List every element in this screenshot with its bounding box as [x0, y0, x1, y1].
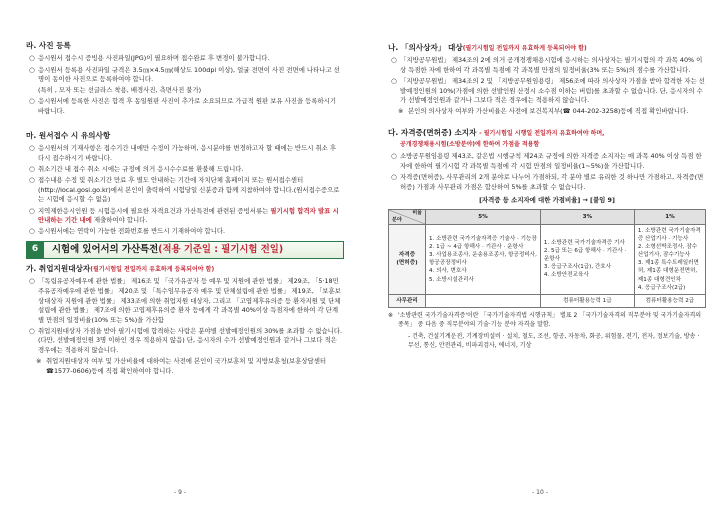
list-item: ○ 지역제한응시인원 등 시험응시에 필요한 자격요건과 가산특전에 관련된 증빙서류는 필기시험 합격자 발표 시 안내하는 기간 내에 제출하여야 합니다. [29, 206, 339, 225]
bullet-icon: ○ [391, 173, 397, 182]
row-header: 자격증 (면허증) [389, 224, 426, 294]
column-header: 5% [426, 209, 541, 224]
bonus-rate-table [388, 209, 706, 308]
bullet-icon: ○ [391, 152, 397, 161]
table-caption: [자격증 등 소지자에 대한 가점비율] → [붙임 9] [479, 196, 615, 205]
bullet-icon: ○ [29, 54, 35, 63]
right-column [388, 40, 706, 350]
list-item: ○ 응시원서에는 연락이 가능한 전화번호를 반드시 기재하여야 합니다. [29, 227, 226, 236]
bullet-icon: ○ [29, 165, 35, 174]
list-item: (특히 , 모자 또는 선글라스 착용, 배경사진, 측면사진 불가) [38, 86, 202, 95]
note-icon: ※ [398, 107, 404, 116]
list-item: ○ 응시원서에 등록한 사진은 합격 후 동일원판 사진이 추가로 소요되므로 가급적 원판 보유 사진을 등록하시기 바랍니다. [29, 97, 337, 115]
table-cell: 1. 소방관련 국가기술자격증 산업기사 · 기능사 2. 소형선박조정사, 잠수산업기사, 잠수기능사 3. 제1종 특수트레일러면허, 제1종 대형운전면허, 제1종 대형견인차 4. 응급구조사(2급) [634, 224, 705, 294]
bullet-icon: ○ [29, 227, 35, 236]
table-cell: 컴퓨터활용능력 2급 [634, 294, 705, 307]
footnote-list: - 건축, 건설기계운전, 기계장비설비 · 설치, 철도, 조선, 항공, 자동차, 화공, 위험물, 전기, 전자, 정보기술, 방송 · 무선, 통신, 안전관리, 비파괴검사, 에너지, 기상 [408, 332, 700, 349]
list-item: ○ 취소기간 내 접수 취소 시에는 규정에 의거 응시수수료를 환불해 드립니다. [29, 165, 244, 174]
page-number: - 9 - [174, 489, 186, 496]
heading-photo-registration: 라. 사진 등록 [26, 41, 71, 50]
note-icon: ※ [388, 311, 394, 319]
list-item: ○ 자격증(면허증), 사무관리의 2개 분야로 나누어 가점하되, 각 분야 별로 유리한 것 하나만 가점하고, 자격증(면허증) 가점과 사무관리 가점은 합산하여 5%를 초과할 수 없습니다. [391, 173, 704, 191]
note: ※ 본인의 의사상자 여부와 가산비율은 사전에 보건복지부(☎ 044-202-3258)등에 직접 확인바랍니다. [398, 107, 689, 116]
table-row [389, 224, 706, 294]
list-item: ○ 접수내용 수정 및 취소기간 만료 후 별도 안내하는 기간에 자치단체 홈페이지 또는 원서접수센터(http://local.gosi.go.kr)에서 본인이 출력하여 시험당일 신분증과 함께 지참하여야 합니다.(원서접수증으로는 시험에 응시할 수 없음) [29, 176, 340, 204]
bullet-icon: ○ [391, 56, 397, 65]
table-cell: 1. 소방관련 국가기술자격증 기술사 · 기능장 2. 1급 ~ 4급 항해사 · 기관사 · 운항사 3. 사업용조종사, 운송용조종사, 항공정비사, 항공공장정비사 4. 의사, 변호사 5. 소방시설관리사 [426, 224, 541, 294]
heading-righteous-persons: 나. 「의사상자」 대상(필기시험일 전일까지 유효하게 등록되어야 함) [388, 43, 587, 52]
bullet-icon: ○ [29, 144, 35, 153]
list-item: ○ 「지방공무원법」 제34조의 2 및 「지방공무원임용령」 제56조에 따라 의사상자 가점을 받아 합격한 자는 선발예정인원의 10%(가점에 의한 선발인원 산정시 소수점 이하는 버림)를 초과할 수 없습니다. 단, 응시자의 수가 선발예정인원과 같거나 그보다 적은 경우에는 적용하지 않습니다. [391, 77, 705, 105]
row-header: 사무관리 [389, 294, 426, 307]
heading-certificate-holders: 다. 자격증(면허증) 소지자 - 필기시험일 시행일 전일까지 유효하여야 하며, 공개경쟁채용시험(소방분야)에 한하여 가점을 적용함 [388, 127, 605, 148]
section-banner [26, 241, 344, 259]
note: ※ 취업지원대상자 여부 및 가산비율에 대하여는 사전에 본인이 국가보훈처 및 지방보훈청(보훈상담센터 ☎1577-0606)등에 직접 확인하여야 합니다. [36, 357, 327, 375]
list-item: ○ 「지방공무원법」 제34조의 2에 의거 공개경쟁채용시험에 응시하는 의사상자는 필기시험의 각 과목 40% 이상 득점한 자에 한하여 각 과목별 득점에 각 과목별 만점의 일정비율(3% 또는 5%)의 점수를 가산합니다. [391, 56, 703, 74]
left-column [26, 38, 344, 378]
table-cell [426, 294, 541, 307]
list-item: ○ 응시원서 접수시 증빙용 사진파일(JPG)이 필요하며 접수완료 후 변경이 불가합니다. [29, 54, 270, 63]
list-item: ○ 소방공무원임용령 제43조, 같은법 시행규칙 제24조 규정에 의한 자격증 소지자는 매 과목 40% 이상 득점 한 자에 한하여 필기시험 각 과목별 득점에 각 시험 만점의 일정비율(1~5%)을 가산합니다. [391, 152, 702, 170]
corner-cell: 비율 분야 [389, 209, 426, 224]
section-number: 6 [26, 241, 44, 259]
column-header: 3% [540, 209, 634, 224]
bullet-icon: ○ [29, 326, 35, 335]
bullet-icon: ○ [29, 97, 35, 106]
bullet-icon: ○ [391, 77, 397, 86]
page-10 [360, 0, 720, 509]
list-item: ○ 응시원서의 기재사항은 접수기간 내에만 수정이 가능하며, 응시분야를 변경하고자 할 때에는 반드시 취소 후 다시 접수하시기 바랍니다. [29, 144, 337, 163]
table-cell: 1. 소방관련 국가기술자격증 기사 2. 5급 또는 6급 항해사 · 기관사 · 운항사 3. 응급구조사(1급), 간호사 4. 소방안전교육사 [540, 224, 634, 294]
highlight-text: 필기시험 합격자 발표 시 안내하는 기간 내에 [38, 206, 339, 225]
list-item: ○ 「독립유공자예우에 관한 법률」 제16조 및 「국가유공자 등 예우 및 지원에 관한 법률」 제29조, 「5·18민주유공자예우에 관한 법률」 제20조 및 「특수임무유공자 예우 및 단체설립에 관한 법률」 제19조, 「보훈보상대상자 지원에 관한 법률」 제33조에 의한 취업지원 대상자, 그리고 「고엽제후유의증 등 환자지원 및 단체설립에 관한 법률」 제7조에 의한 고엽제후유의증 환자 등에게 각 과목별 40%이상 득점자에 한하여 각 단계별 만점의 일정비율(10% 또는 5%)을 가산함 [29, 277, 341, 324]
footnote: ※ '소방관련 국가기술자격증'이란 「국가기술자격법 시행규칙」 별표 2 「국가기술자격의 직무분야 및 국가기술자격의 종목」 중 다음 중 직무분야의 기술·기능 분야 자격을 말함. [388, 311, 702, 328]
table-cell: 컴퓨터활용능력 1급 [540, 294, 634, 307]
bullet-icon: ○ [29, 176, 35, 185]
bullet-icon: ○ [29, 277, 35, 286]
table-header-row [389, 209, 706, 224]
heading-application-notes: 마. 원서접수 시 유의사항 [26, 131, 111, 141]
table-row [389, 294, 706, 307]
list-item: ○ 취업지원대상자 가점을 받아 필기시험에 합격하는 사람은 분야별 선발예정인원의 30%를 초과할 수 없습니다.(다만, 선발예정인원 3명 이하인 경우 적용하지 않음) 단, 응시자의 수가 선발예정인원과 같거나 그보다 적은 경우에는 적용하지 않습니다. [29, 326, 343, 355]
bullet-icon: ○ [29, 65, 35, 74]
note-icon: ※ [36, 357, 42, 366]
bullet-icon: ○ [29, 206, 35, 215]
column-header: 1% [634, 209, 705, 224]
heading-employment-support: 가. 취업지원대상자(필기시험일 전일까지 유효하게 등록되어야 함) [26, 263, 215, 273]
section-title: 시험에 있어서의 가산특전 (적용 기준일 : 필기시험 전일) [44, 241, 344, 259]
list-item: ○ 응시원서 등록용 사진파일 규격은 3.5㎝×4.5㎝(해상도 100dpi 이상), 얼굴 전면이 사진 전면에 나타나고 선명이 동이한 사진으로 등록하여야 합니다. [29, 65, 340, 84]
page-number: - 10 - [532, 489, 548, 496]
